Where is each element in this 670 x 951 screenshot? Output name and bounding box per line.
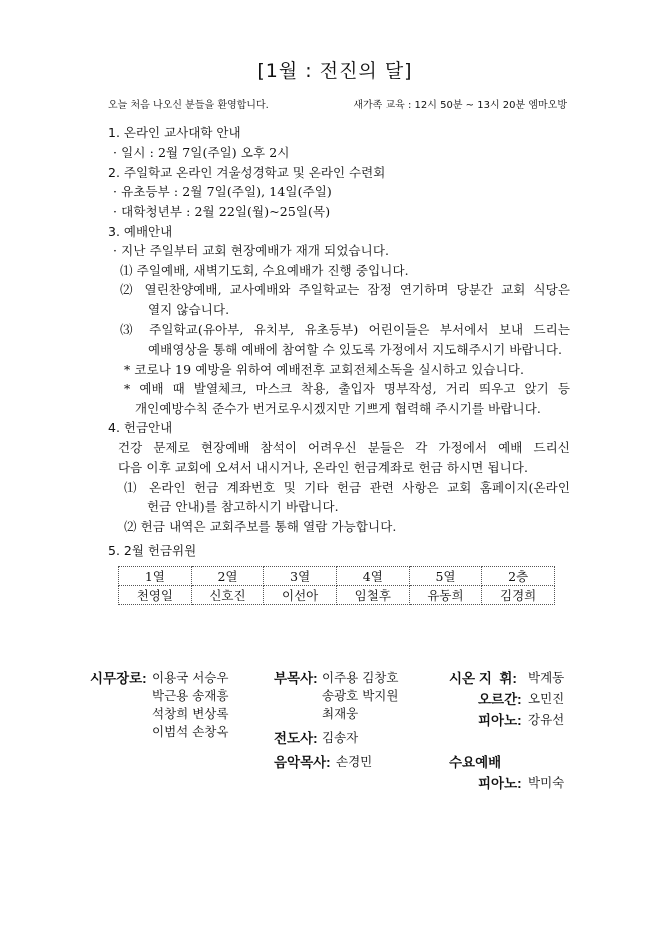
section-3-line: ⑴ 주일예배, 새벽기도회, 수요예배가 진행 중입니다. bbox=[120, 263, 409, 278]
table-cell: 2층 bbox=[482, 567, 555, 586]
associate-pastor-names: 이주용 김창호 bbox=[322, 670, 399, 685]
table-cell: 천영일 bbox=[119, 586, 192, 605]
table-cell: 김경희 bbox=[482, 586, 555, 605]
evangelist-label: 전도사: bbox=[274, 731, 318, 746]
office-elders-names: 이범석 손창옥 bbox=[152, 724, 229, 739]
table-cell: 3열 bbox=[264, 567, 337, 586]
office-elders-names: 이용국 서승우 bbox=[152, 670, 229, 685]
section-5-heading: 5. 2월 헌금위원 bbox=[108, 543, 197, 558]
associate-pastor-names: 송광호 박지원 bbox=[322, 688, 399, 703]
evangelist-name: 김송자 bbox=[322, 730, 359, 745]
section-3-line: ⑵ 열린찬양예배, 교사예배와 주일학교는 잠정 연기하며 당분간 교회 식당은 bbox=[120, 282, 570, 297]
section-3-line: * 예배 때 발열체크, 마스크 착용, 출입자 명부작성, 거리 띄우고 앉기 등 bbox=[124, 381, 570, 396]
piano-name: 강유선 bbox=[528, 712, 565, 727]
section-2-line: · 대학청년부 : 2월 22일(월)~25일(목) bbox=[113, 204, 331, 219]
wednesday-service-label: 수요예배 bbox=[449, 755, 502, 770]
section-3-line: 열지 않습니다. bbox=[148, 302, 230, 317]
piano-label: 피아노: bbox=[478, 713, 522, 728]
table-cell: 신호진 bbox=[191, 586, 264, 605]
organ-name: 오민진 bbox=[528, 691, 565, 706]
office-elders-names: 석창희 변상록 bbox=[152, 706, 229, 721]
section-3-line: * 코로나 19 예방을 위하여 예배전후 교회전체소독을 실시하고 있습니다. bbox=[124, 362, 525, 377]
wednesday-piano-name: 박미숙 bbox=[528, 775, 565, 790]
table-header-row bbox=[119, 567, 555, 586]
zion-conductor-label: 시온 지 휘: bbox=[449, 671, 517, 686]
welcome-text: 오늘 처음 나오신 분들을 환영합니다. bbox=[108, 100, 269, 111]
associate-pastor-label: 부목사: bbox=[274, 671, 318, 686]
zion-conductor-name: 박계동 bbox=[528, 670, 565, 685]
section-3-line: ⑶ 주일학교(유아부, 유치부, 유초등부) 어린이들은 부서에서 보내 드리는 bbox=[120, 322, 570, 337]
section-3-line: 예배영상을 통해 예배에 참여할 수 있도록 가정에서 지도해주시기 바랍니다. bbox=[148, 342, 563, 357]
section-4-heading: 4. 헌금안내 bbox=[108, 420, 173, 435]
table-cell: 4열 bbox=[336, 567, 409, 586]
section-4-line: ⑵ 헌금 내역은 교회주보를 통해 열람 가능합니다. bbox=[124, 519, 397, 534]
table-row bbox=[119, 586, 555, 605]
section-4-line: ⑴ 온라인 헌금 계좌번호 및 기타 헌금 관련 사항은 교회 홈페이지(온라인 bbox=[124, 480, 570, 495]
table-cell: 5열 bbox=[409, 567, 482, 586]
table-cell: 임철후 bbox=[336, 586, 409, 605]
section-4-line: 헌금 안내)를 참고하시기 바랍니다. bbox=[147, 499, 339, 514]
offering-committee-table bbox=[118, 566, 555, 605]
section-3-line: · 지난 주일부터 교회 현장예배가 재개 되었습니다. bbox=[113, 243, 390, 258]
table-cell: 유동희 bbox=[409, 586, 482, 605]
section-2-line: · 유초등부 : 2월 7일(주일), 14일(주일) bbox=[113, 184, 332, 199]
section-3-heading: 3. 예배안내 bbox=[108, 224, 173, 239]
music-pastor-name: 손경민 bbox=[336, 754, 373, 769]
section-1-heading: 1. 온라인 교사대학 안내 bbox=[108, 125, 241, 140]
new-family-notice: 새가족 교육 : 12시 50분 ~ 13시 20분 엠마오방 bbox=[353, 100, 567, 111]
music-pastor-label: 음악목사: bbox=[274, 755, 331, 770]
office-elders-label: 시무장로: bbox=[90, 671, 147, 686]
page-title: [1월 : 전진의 달] bbox=[257, 60, 413, 82]
wednesday-piano-label: 피아노: bbox=[478, 776, 522, 791]
section-3-line: 개인예방수칙 준수가 번거로우시겠지만 기쁘게 협력해 주시기를 바랍니다. bbox=[135, 401, 541, 416]
section-2-heading: 2. 주일학교 온라인 겨울성경학교 및 온라인 수련회 bbox=[108, 165, 386, 180]
office-elders-names: 박근용 송재흥 bbox=[152, 688, 229, 703]
section-1-line: · 일시 : 2월 7일(주일) 오후 2시 bbox=[113, 145, 290, 160]
section-4-line: 건강 문제로 현장예배 참석이 어려우신 분들은 각 가정에서 예배 드리신 bbox=[118, 440, 570, 455]
associate-pastor-names: 최재웅 bbox=[322, 706, 359, 721]
table-cell: 2열 bbox=[191, 567, 264, 586]
organ-label: 오르간: bbox=[478, 692, 522, 707]
section-4-line: 다음 이후 교회에 오셔서 내시거나, 온라인 헌금계좌로 헌금 하시면 됩니다. bbox=[118, 460, 529, 475]
table-cell: 1열 bbox=[119, 567, 192, 586]
table-cell: 이선아 bbox=[264, 586, 337, 605]
